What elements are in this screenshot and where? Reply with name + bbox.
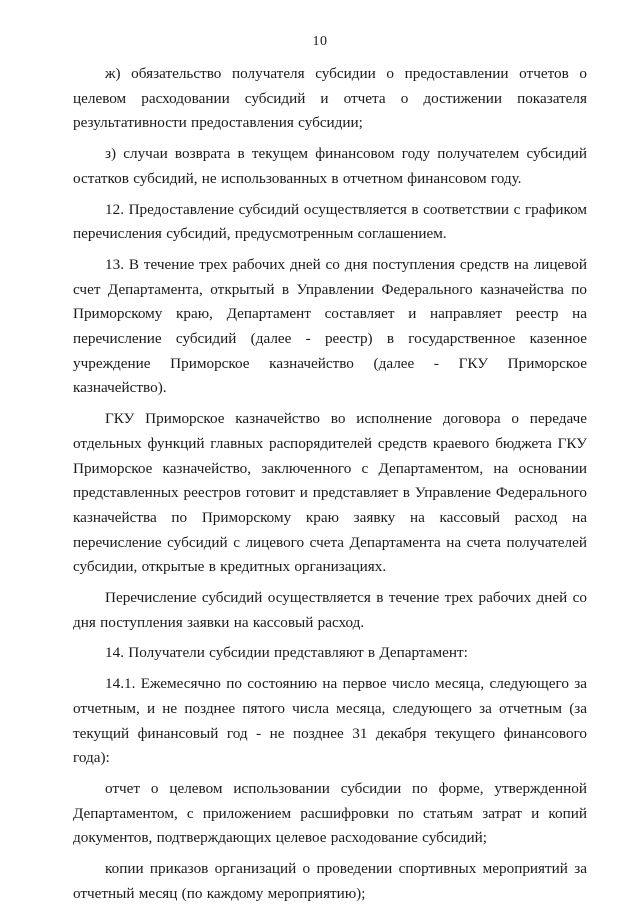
- paragraph-13-registry: 13. В течение трех рабочих дней со дня поступления средств на лицевой счет Департамента, открытый в Управлении Федерального казначейства по Приморскому краю, Департамент составляет и направляет реестр на перечисление субсидий (далее - реестр) в государственное казенное учреждение Приморское казначейство (далее - ГКУ Приморское казначейство).: [73, 255, 587, 397]
- paragraph-treasury-request: ГКУ Приморское казначейство во исполнение договора о передаче отдельных функций главных распорядителей средств краевого бюджета ГКУ Приморское казначейство, заключенного с Департаментом, на основании представленных реестров готовит и представляет в Управление Федерального казначейства по Приморскому краю заявку на кассовый расход на перечисление субсидий с лицевого счета Департамента на счета получателей субсидии, открытые в кредитных организациях.: [73, 410, 587, 576]
- paragraph-report-form: отчет о целевом использовании субсидии по форме, утвержденной Департаментом, с приложением расшифровки по статьям затрат и копий документов, подтверждающих целевое расходование субсидий;: [73, 779, 587, 847]
- paragraph-z-refund-cases: з) случаи возврата в текущем финансовом году получателем субсидий остатков субсидий, не использованных в отчетном финансовом году.: [73, 145, 587, 187]
- paragraph-12-schedule: 12. Предоставление субсидий осуществляется в соответствии с графиком перечисления субсидий, предусмотренным соглашением.: [73, 200, 587, 243]
- paragraph-orders-copies: копии приказов организаций о проведении спортивных мероприятий за отчетный месяц (по каждому мероприятию);: [73, 860, 587, 902]
- paragraph-zh-reporting-obligation: ж) обязательство получателя субсидии о предоставлении отчетов о целевом расходовании субсидий и отчета о достижении показателя результативности предоставления субсидии;: [73, 65, 587, 132]
- document-body: [73, 62, 587, 913]
- paragraph-14-recipients-submit: 14. Получатели субсидии представляют в Департамент:: [105, 644, 468, 662]
- paragraph-transfer-timing: Перечисление субсидий осуществляется в течение трех рабочих дней со дня поступления заявки на кассовый расход.: [73, 589, 587, 631]
- paragraph-14-1-monthly: 14.1. Ежемесячно по состоянию на первое число месяца, следующего за отчетным, и не позднее пятого числа месяца, следующего за отчетным (за текущий финансовый год - не позднее 31 декабря текущего финансового года):: [73, 675, 587, 767]
- page-number: 10: [312, 34, 328, 49]
